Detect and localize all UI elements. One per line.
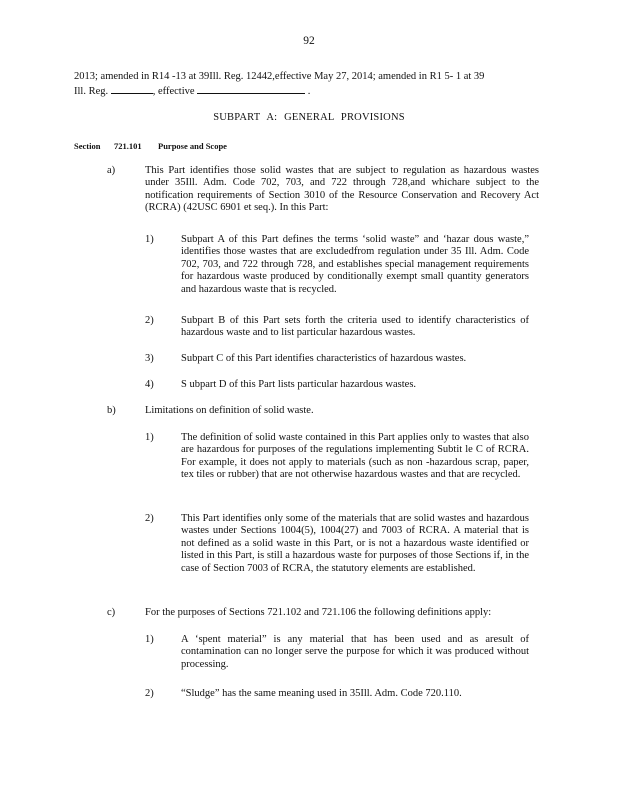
- subparagraph-marker: 2): [145, 315, 154, 326]
- subparagraph-text: Subpart C of this Part identifies characteristics of hazardous wastes.: [181, 353, 467, 364]
- subparagraph-marker: 2): [145, 513, 154, 524]
- paragraph-marker: c): [107, 607, 116, 618]
- subparagraph-marker: 1): [145, 234, 154, 245]
- subparagraph-marker: 1): [145, 432, 154, 443]
- subparagraph-marker: 1): [145, 634, 154, 645]
- page-number: 92: [303, 35, 315, 47]
- subparagraph-marker: 4): [145, 379, 154, 390]
- subparagraph-marker: 3): [145, 353, 154, 364]
- subparagraph-text: S ubpart D of this Part lists particular hazardous wastes.: [181, 379, 417, 390]
- subparagraph-text: “Sludge” has the same meaning used in 35Ill. Adm. Code 720.110.: [181, 688, 462, 699]
- amendment-history-line-2-start: Ill. Reg.: [74, 86, 109, 98]
- paragraph-marker: a): [107, 165, 116, 176]
- amendment-history-line-2: [74, 83, 546, 98]
- paragraph-c-text: For the purposes of Sections 721.102 and 721.106 the following definitions apply:: [145, 607, 492, 618]
- amendment-history-line-1: 2013; amended in R14 -13 at 39Ill. Reg. 12442,effective May 27, 2014; amended in R1 5- 1 at 39: [74, 71, 485, 82]
- amendment-history-line-2-mid: , effective: [152, 86, 195, 98]
- subparagraph-text: Subpart A of this Part defines the terms ‘solid waste” and ‘hazar dous waste,” identifies those wastes that are excludedfrom regulation under 35 Ill. Adm. Code 702, 703, and 722 through 728, and establishes special management requirements for hazardous waste produced by conditionally exempt small quantity generators and hazardous waste that is recycled.: [181, 234, 529, 295]
- section-number: 721.101: [114, 141, 142, 151]
- blank-underline: [197, 83, 305, 94]
- amendment-history-line-2-end: .: [307, 86, 311, 98]
- paragraph-a-text: This Part identifies those solid wastes that are subject to regulation as hazardous wastes under 35Ill. Adm. Code 702, 703, and 722 through 728,and whichare subject to the notification requirements of Section 3010 of the Resource Conservation and Recovery Act (RCRA) (42USC 6901 et seq.). In this Part:: [145, 165, 539, 214]
- paragraph-marker: b): [107, 405, 116, 416]
- paragraph-b-text: Limitations on definition of solid waste.: [145, 405, 314, 416]
- blank-underline: [111, 83, 153, 94]
- subpart-title: SUBPART A: GENERAL PROVISIONS: [213, 112, 405, 123]
- amendment-history-note: [74, 71, 546, 99]
- section-heading: [74, 140, 227, 152]
- subparagraph-marker: 2): [145, 688, 154, 699]
- subparagraph-text: Subpart B of this Part sets forth the criteria used to identify characteristics of hazardous waste and to list particular hazardous wastes.: [181, 315, 529, 339]
- section-label: Section: [74, 141, 101, 151]
- subparagraph-text: A ‘spent material” is any material that has been used and as aresult of contamination can no longer serve the purpose for which it was produced without processing.: [181, 634, 529, 670]
- subparagraph-text: The definition of solid waste contained in this Part applies only to wastes that also are hazardous for purposes of the regulations implementing Subtit le C of RCRA. For example, it does not apply to materials (such as non -hazardous scrap, paper, tex tiles or rubber) that are not otherwise hazardous wastes and that are recycled.: [181, 432, 529, 481]
- subparagraph-text: This Part identifies only some of the materials that are solid wastes and hazardous wastes under Sections 1004(5), 1004(27) and 7003 of RCRA. A material that is not defined as a solid waste in this Part, or is not a hazardous waste identified or listed in this Part, is still a hazardous waste for purposes of those Sections if, in the case of Section 7003 of RCRA, the statutory elements are established.: [181, 513, 529, 574]
- section-title: Purpose and Scope: [158, 141, 227, 151]
